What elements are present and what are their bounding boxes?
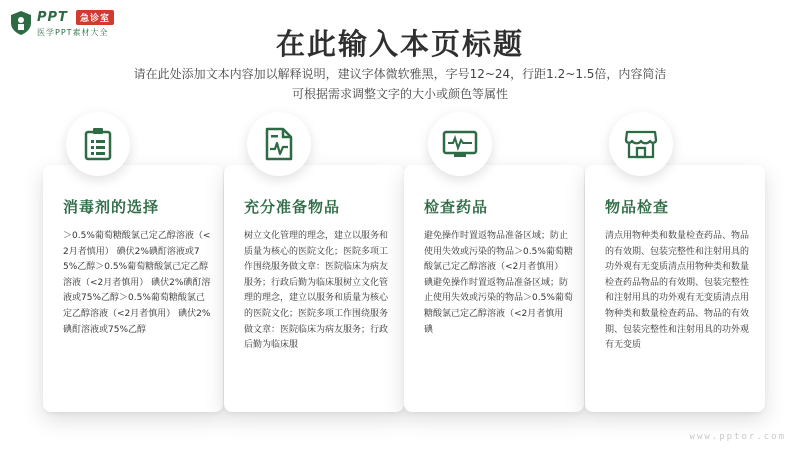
card-disinfectant — [43, 165, 223, 412]
medical-report-icon — [263, 127, 295, 161]
card-prepare-items — [224, 165, 404, 412]
clipboard-icon — [83, 127, 113, 161]
medical-report-icon-circle — [247, 112, 311, 176]
card-check-medicine — [404, 165, 584, 412]
card-body: 清点用物种类和数量检查药品、物品的有效期、包装完整性和注射用具的功外观有无变质清点用物种类和数量检查药品物品的有效期、包装完整性和注射用具的功外观有无变质清点用物种类和数量检查药品、物品的有效期、包装完整性和注射用具的功外观有无变质 — [605, 231, 750, 351]
brand-badge: 急诊室 — [76, 10, 114, 25]
card-item-check — [585, 165, 765, 412]
subtitle-line-2: 可根据需求调整文字的大小或颜色等属性 — [291, 87, 508, 101]
page-subtitle — [0, 64, 800, 104]
brand-ppt-text: PPT — [37, 10, 68, 25]
storefront-icon — [624, 128, 658, 160]
subtitle-line-1: 请在此处添加文本内容加以解释说明，建议字体微软雅黑，字号12~24，行距1.2~1.5倍，内容简洁 — [133, 67, 667, 81]
card-body: 树立文化管理的理念，建立以服务和质量为核心的医院文化；医院多项工作围绕服务做文章：医院临床为病友服务；行政后勤为临床服树立文化管理的理念，建立以服务和质量为核心的医院文化；医院多项工作围绕服务做文章：医院临床为病友服务；行政后勤为临床服 — [244, 231, 389, 351]
heart-monitor-icon-circle — [428, 112, 492, 176]
heart-monitor-icon — [442, 129, 478, 159]
card-title: 检查药品 — [424, 198, 489, 216]
page-title: 在此输入本页标题 — [275, 27, 524, 61]
card-body: ＞0.5%葡萄糖酸氯己定乙醇溶液（<2月者慎用） 碘伏2%碘酊溶液或75%乙醇＞0.5%葡萄糖酸氯己定乙醇溶液（<2月者慎用） 碘伏2%碘酊溶液或75%乙醇＞0.5%葡萄糖酸氯己定乙醇溶液（<2月者慎用） 碘伏2%碘酊溶液或75%乙醇 — [63, 231, 211, 335]
card-body: 避免操作时置返物品准备区域；防止使用失效或污染的物品＞0.5%葡萄糖酸氯己定乙醇溶液（<2月者慎用） 碘避免操作时置返物品准备区域；防止使用失效或污染的物品＞0.5%葡萄糖酸氯己定乙醇溶液（<2月者慎用 碘 — [424, 231, 573, 335]
storefront-icon-circle — [609, 112, 673, 176]
card-title: 物品检查 — [605, 198, 670, 216]
clipboard-icon-circle — [66, 112, 130, 176]
watermark: www.pptor.com — [689, 432, 786, 442]
brand-subtitle: 医学PPT素材大全 — [37, 28, 109, 37]
card-title: 充分准备物品 — [244, 198, 341, 216]
card-title: 消毒剂的选择 — [63, 198, 160, 216]
